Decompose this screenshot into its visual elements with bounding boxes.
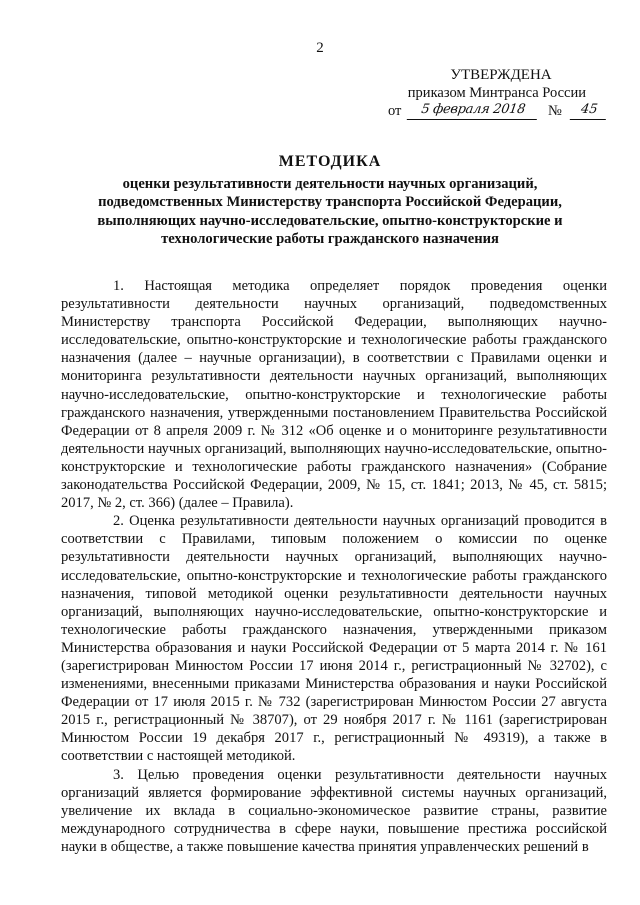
page-number: 2 xyxy=(316,40,324,56)
subtitle-line: технологические работы гражданского назначения xyxy=(161,230,499,247)
approved-heading: УТВЕРЖДЕНА xyxy=(450,67,552,83)
paragraph-2: 2. Оценка результативности деятельности научных организаций проводится в соответствии с Правилами, типовым положением о комиссии по оценке результативности деятельности научных организаций, выполняющих научно-исследовательские, опытно-конструкторские и технологические работы гражданского назначения, типовой методикой оценки результативности деятельности научных организаций, выполняющих научно-исследовательские, опытно-конструкторские и технологические работы гражданского назначения, утвержденными приказом Министерства образования и науки Российской Федерации от 5 марта 2014 г. № 161 (зарегистрирован Минюстом России 17 июня 2014 г., регистрационный № 32702), с изменениями, внесенными приказами Министерства образования и науки Российской Федерации от 17 июля 2015 г. № 732 (зарегистрирован Минюстом России 27 августа 2015 г., регистрационный № 38707), от 29 ноября 2017 г. № 1161 (зарегистрирован Минюстом России 19 декабря 2017 г., регистрационный № 49319), а также в соответствии с настоящей методикой. xyxy=(61,513,607,765)
document-title-block xyxy=(40,153,620,248)
number-sign: № xyxy=(548,103,562,119)
subtitle-line: подведомственных Министерству транспорта Российской Федерации, xyxy=(98,194,562,211)
order-date-number-line xyxy=(388,102,608,122)
document-title: МЕТОДИКА xyxy=(278,153,382,170)
handwritten-date: 5 февраля 2018 xyxy=(407,102,540,120)
approved-by-order: приказом Минтранса России xyxy=(407,85,586,101)
subtitle-line: оценки результативности деятельности научных организаций, xyxy=(122,176,538,192)
from-label: от xyxy=(388,103,402,119)
document-body xyxy=(61,277,607,856)
handwritten-order-number: 45 xyxy=(570,102,609,120)
subtitle-line: выполняющих научно-исследовательские, опытно-конструкторские и xyxy=(97,212,563,229)
paragraph-1: 1. Настоящая методика определяет порядок проведения оценки результативности деятельности научных организаций, подведомственных Министерству транспорта Российской Федерации, выполняющих научно-исследовательские, опытно-конструкторские и технологические работы гражданского назначения (далее – научные организации), в соответствии с Правилами оценки и мониторинга результативности деятельности научных организаций, выполняющих научно-исследовательские, опытно-конструкторские и технологические работы гражданского назначения, утвержденными постановлением Правительства Российской Федерации от 8 апреля 2009 г. № 312 «Об оценке и о мониторинге результативности деятельности научных организаций, выполняющих научно-исследовательские, опытно-конструкторские и технологические работы гражданского назначения» (Собрание законодательства Российской Федерации, 2009, № 15, ст. 1841; 2013, № 45, ст. 5815; 2017, № 2, ст. 366) (далее – Правила). xyxy=(61,278,607,512)
paragraph-3: 3. Целью проведения оценки результативности деятельности научных организаций является формирование эффективной системы научных организаций, увеличение их вклада в социально-экономическое развитие страны, развитие международного сотрудничества в сфере науки, повышение престижа российской науки в обществе, а также повышение качества принятия управленческих решений в xyxy=(61,766,607,855)
approval-stamp xyxy=(388,66,608,122)
